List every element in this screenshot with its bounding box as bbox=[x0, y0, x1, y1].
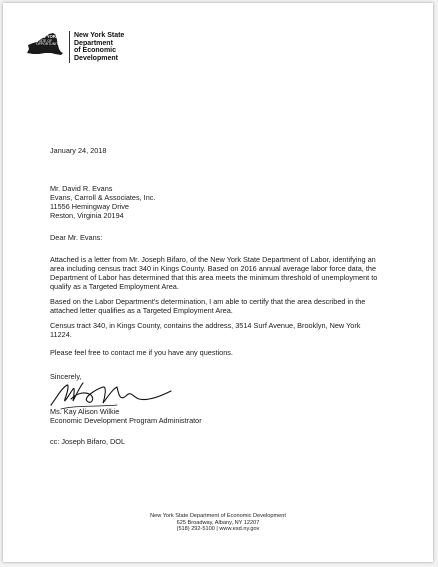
paragraph: Please feel free to contact me if you have any questions. bbox=[50, 348, 233, 357]
ny-state-logo bbox=[25, 31, 65, 57]
letterhead-divider bbox=[69, 31, 70, 63]
signer-title: Economic Development Program Administrator bbox=[50, 416, 202, 425]
agency-line: Development bbox=[74, 54, 118, 62]
salutation: Dear Mr. Evans: bbox=[50, 233, 103, 242]
cc-line: cc: Joseph Bifaro, DOL bbox=[50, 437, 126, 446]
logo-text bbox=[36, 35, 61, 47]
address-line: Mr. David R. Evans bbox=[50, 184, 113, 193]
agency-name bbox=[74, 32, 124, 62]
agency-line: Department bbox=[74, 39, 113, 47]
paragraph: Census tract 340, in Kings County, contains the address, 3514 Surf Avenue, Brooklyn, New York 11224. bbox=[50, 321, 361, 340]
closing: Sincerely, bbox=[50, 372, 82, 381]
paragraph: Attached is a letter from Mr. Joseph Bifaro, of the New York State Department of Labor, identifying an area including census tract 340 in Kings County. Based on 2016 annual average labor force data, the Department of Labor has determined that this area meets the minimum threshold of unemployment to qualify as a Targeted Employment Area. bbox=[50, 255, 378, 292]
address-line: Reston, Virginia 20194 bbox=[50, 211, 124, 221]
paragraph: Based on the Labor Department's determination, I am able to certify that the area described in the attached letter qualifies as a Targeted Employment Area. bbox=[50, 297, 366, 316]
logo-text-line: STATE OF bbox=[36, 38, 53, 43]
agency-line: New York State bbox=[74, 32, 125, 39]
letter-page bbox=[3, 3, 433, 562]
footer-line: New York State Department of Economic Development bbox=[150, 513, 286, 519]
recipient-address bbox=[50, 184, 155, 220]
address-line: Evans, Carroll & Associates, Inc. bbox=[50, 193, 156, 203]
letterhead bbox=[25, 31, 124, 63]
footer-line: (518) 292-5100 | www.esd.ny.gov bbox=[176, 526, 260, 533]
logo-text-line: NEW YORK bbox=[36, 34, 59, 39]
letter-footer bbox=[3, 513, 433, 533]
agency-line: of Economic bbox=[74, 47, 117, 55]
letter-date: January 24, 2018 bbox=[50, 146, 107, 155]
footer-line: 625 Broadway, Albany, NY 12207 bbox=[176, 519, 260, 526]
address-line: 11556 Hemingway Drive bbox=[50, 202, 129, 212]
signer-name: Ms. Kay Alison Wilkie bbox=[50, 407, 120, 416]
logo-text-line: OPPORTUNITY. bbox=[36, 42, 61, 47]
